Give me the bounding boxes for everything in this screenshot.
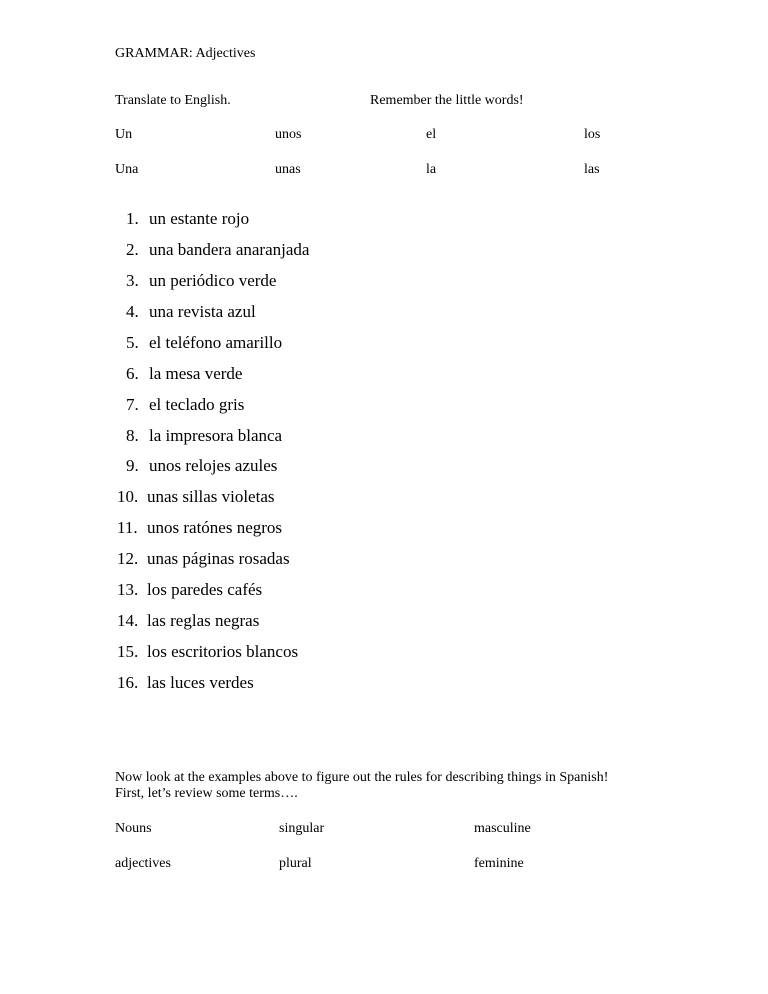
term-adjectives: adjectives	[115, 856, 171, 871]
list-text: el teléfono amarillo	[149, 333, 283, 352]
list-number: 12.	[117, 549, 139, 568]
list-item	[126, 271, 276, 291]
rules-intro-line2: First, let’s review some terms….	[115, 786, 298, 801]
list-text: una bandera anaranjada	[149, 240, 310, 259]
list-number: 15.	[117, 642, 139, 661]
list-number: 16.	[117, 673, 139, 692]
list-item	[126, 395, 244, 415]
list-item	[117, 673, 254, 693]
list-number: 6.	[126, 364, 139, 383]
term-plural: plural	[279, 856, 312, 871]
list-text: un periódico verde	[149, 271, 277, 290]
list-item	[126, 240, 309, 260]
article-unas: unas	[275, 162, 301, 177]
list-text: unos ratónes negros	[147, 518, 283, 537]
remember-instruction: Remember the little words!	[370, 93, 524, 108]
list-number: 3.	[126, 271, 139, 290]
list-text: los escritorios blancos	[147, 642, 299, 661]
list-item	[126, 209, 249, 229]
list-item	[126, 456, 277, 476]
list-item	[117, 580, 262, 600]
term-nouns: Nouns	[115, 821, 152, 836]
list-text: unos relojes azules	[149, 456, 278, 475]
list-number: 1.	[126, 209, 139, 228]
list-text: unas páginas rosadas	[147, 549, 290, 568]
list-number: 4.	[126, 302, 139, 321]
list-number: 8.	[126, 426, 139, 445]
list-item	[117, 549, 290, 569]
list-item	[126, 426, 282, 446]
list-text: un estante rojo	[149, 209, 250, 228]
term-singular: singular	[279, 821, 325, 836]
list-number: 7.	[126, 395, 139, 414]
article-los: los	[584, 127, 601, 142]
article-la: la	[426, 162, 437, 177]
translate-instruction: Translate to English.	[115, 93, 231, 108]
list-item	[126, 364, 242, 384]
page-title: GRAMMAR: Adjectives	[115, 46, 256, 61]
article-las: las	[584, 162, 600, 177]
article-una: Una	[115, 162, 139, 177]
article-unos: unos	[275, 127, 302, 142]
list-item	[117, 611, 259, 631]
term-masculine: masculine	[474, 821, 531, 836]
list-text: el teclado gris	[149, 395, 245, 414]
list-number: 9.	[126, 456, 139, 475]
list-item	[117, 642, 298, 662]
list-item	[117, 518, 282, 538]
list-text: la mesa verde	[149, 364, 243, 383]
term-feminine: feminine	[474, 856, 524, 871]
list-number: 2.	[126, 240, 139, 259]
article-un: Un	[115, 127, 133, 142]
rules-intro-line1: Now look at the examples above to figure out the rules for describing things in Spanish!	[115, 770, 609, 785]
list-item	[117, 487, 274, 507]
list-text: una revista azul	[149, 302, 256, 321]
list-number: 11.	[117, 518, 138, 537]
list-item	[126, 302, 256, 322]
list-text: los paredes cafés	[147, 580, 263, 599]
list-text: la impresora blanca	[149, 426, 283, 445]
list-text: las reglas negras	[147, 611, 260, 630]
list-number: 14.	[117, 611, 139, 630]
list-text: las luces verdes	[147, 673, 254, 692]
article-el: el	[426, 127, 437, 142]
list-text: unas sillas violetas	[147, 487, 275, 506]
list-number: 5.	[126, 333, 139, 352]
list-number: 10.	[117, 487, 139, 506]
list-number: 13.	[117, 580, 139, 599]
list-item	[126, 333, 282, 353]
